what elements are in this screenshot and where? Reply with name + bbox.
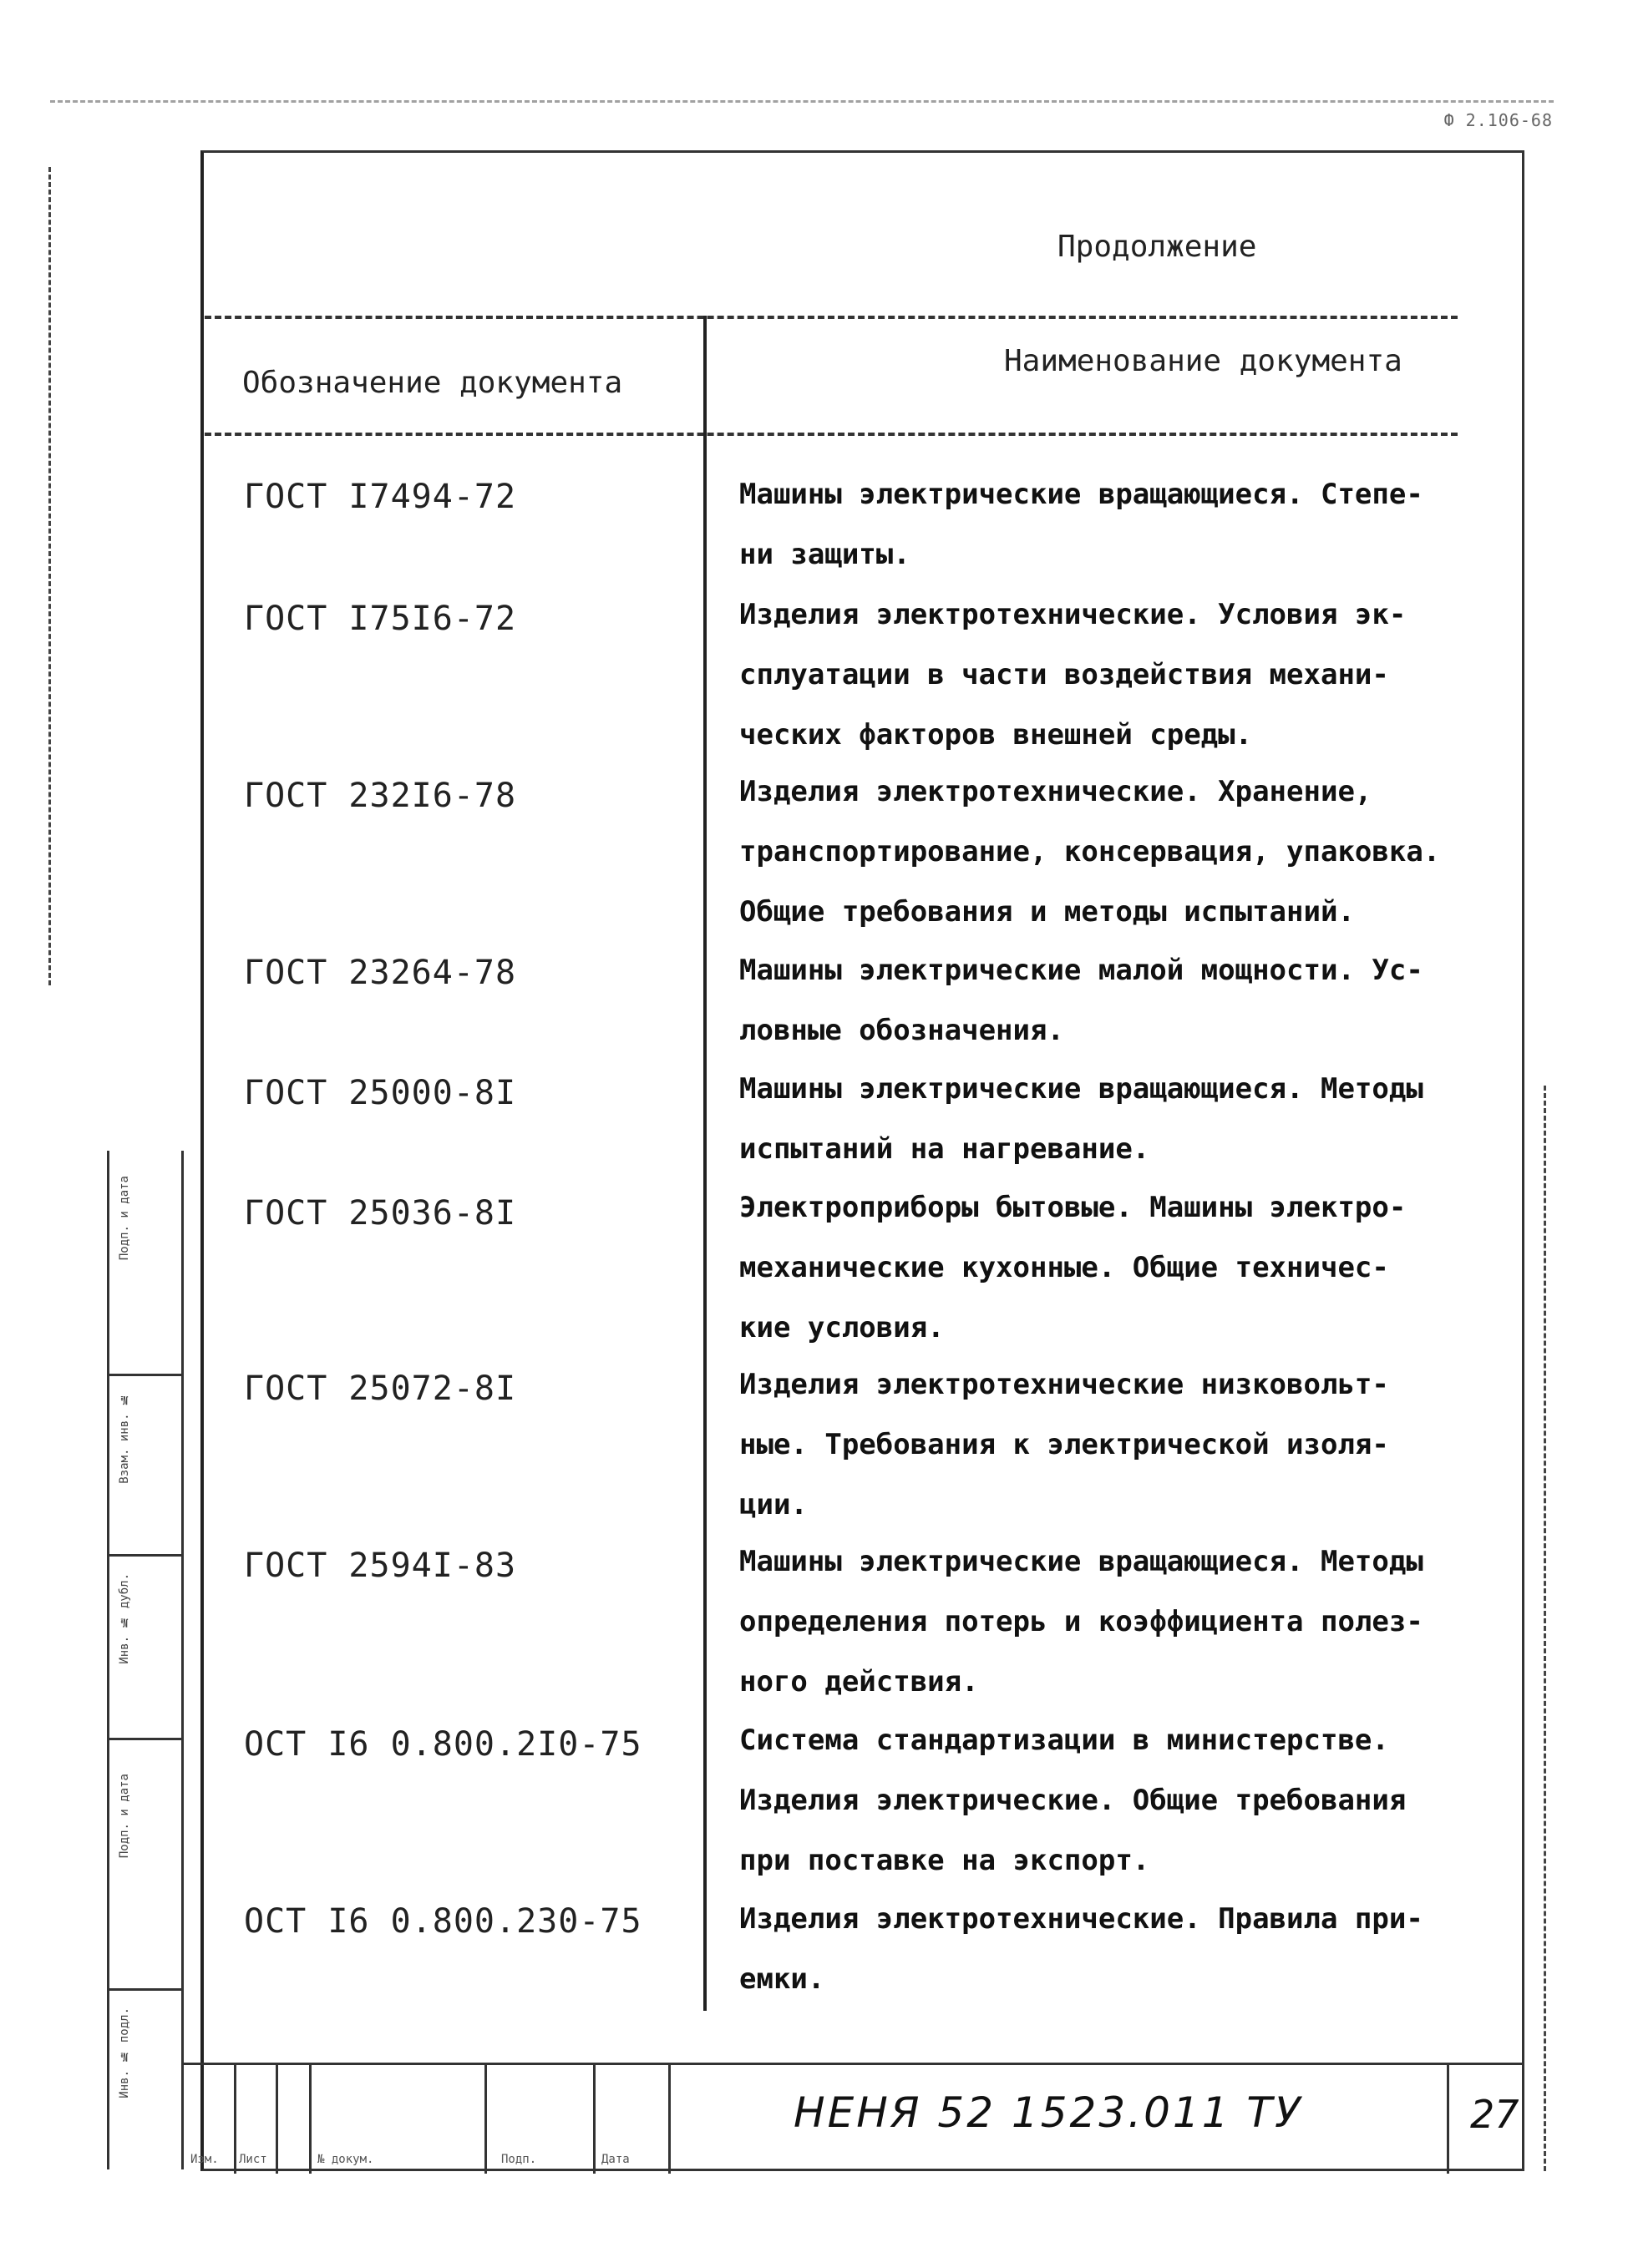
table-row-name: Машины электрические вращающиеся. Методы испытаний на нагревание. [739, 1072, 1423, 1166]
title-block-label: Лист [239, 2153, 267, 2166]
table-row-name: Машины электрические вращающиеся. Методы определения потерь и коэффициента полез- ного действия. [739, 1545, 1423, 1698]
title-block-label: Дата [601, 2153, 630, 2166]
title-block-label: Подп. [501, 2153, 537, 2166]
table-row-code: ГОСТ 2594I-83 [244, 1547, 517, 1585]
title-block [184, 2063, 1524, 2171]
table-row-name: Машины электрические малой мощности. Ус- ловные обозначения. [739, 954, 1423, 1047]
stamp-label: Подп. и дата [118, 1176, 131, 1261]
table-row-code: ГОСТ 25036-8I [244, 1194, 517, 1233]
stamp-label: Инв. № подл. [118, 2007, 131, 2098]
table-row-code: ГОСТ 25000-8I [244, 1074, 517, 1112]
stamp-cell [109, 1557, 181, 1740]
table-row-code: ГОСТ 232I6-78 [244, 777, 517, 815]
table-row-code: ОСТ I6 0.800.230-75 [244, 1902, 642, 1941]
scan-header-line [50, 100, 1554, 108]
table-row-name: Изделия электротехнические. Правила при- емки. [739, 1902, 1423, 1996]
column-header-designation: Обозначение документа [242, 366, 623, 400]
table-row-code: ГОСТ 25072-8I [244, 1369, 517, 1408]
table-row-name: Электроприборы бытовые. Машины электро- механические кухонные. Общие техничес- кие условия. [739, 1191, 1407, 1344]
scan-margin-line [48, 167, 51, 985]
column-header-title: Наименование документа [1004, 344, 1402, 378]
column-divider [703, 316, 707, 2011]
table-row-name: Изделия электротехнические. Условия эк- сплуатации в части воздействия механи- ческих факторов внешней среды. [739, 598, 1407, 752]
stamp-cell [109, 1991, 181, 2169]
title-block-label: № докум. [317, 2153, 374, 2166]
table-row-code: ГОСТ 23264-78 [244, 954, 517, 992]
table-row-name: Машины электрические вращающиеся. Степе- ни защиты. [739, 478, 1423, 571]
stamp-label: Взам. инв. № [118, 1393, 131, 1484]
stamp-cell [109, 1376, 181, 1557]
table-row-name: Изделия электротехнические. Хранение, транспортирование, консервация, упаковка. Общие требования и методы испытаний. [739, 775, 1441, 929]
table-row-code: ГОСТ I7494-72 [244, 478, 517, 516]
stamp-label: Подп. и дата [118, 1774, 131, 1859]
document-code: НЕНЯ 52 1523.011 ТУ [794, 2088, 1303, 2137]
table-row-code: ГОСТ I75I6-72 [244, 600, 517, 638]
margin-stamp-strip [107, 1151, 184, 2169]
table-row-code: ОСТ I6 0.800.2I0-75 [244, 1725, 642, 1764]
table-header-rule [205, 433, 1458, 436]
table-row-name: Система стандартизации в министерстве. Изделия электрические. Общие требования при поставке на экспорт. [739, 1724, 1407, 1877]
form-code: Ф 2.106-68 [1443, 110, 1553, 130]
continuation-label: Продолжение [1057, 230, 1257, 264]
stamp-cell [109, 1740, 181, 1991]
title-block-label: Изм. [190, 2153, 219, 2166]
stamp-label: Инв. № дубл. [118, 1573, 131, 1664]
sheet-number: 27 [1470, 2092, 1519, 2137]
scan-margin-line [1544, 1086, 1546, 2171]
table-row-name: Изделия электротехнические низковольт- ные. Требования к электрической изоля- ции. [739, 1368, 1389, 1521]
stamp-cell [109, 1151, 181, 1376]
table-top-rule [205, 316, 1458, 319]
